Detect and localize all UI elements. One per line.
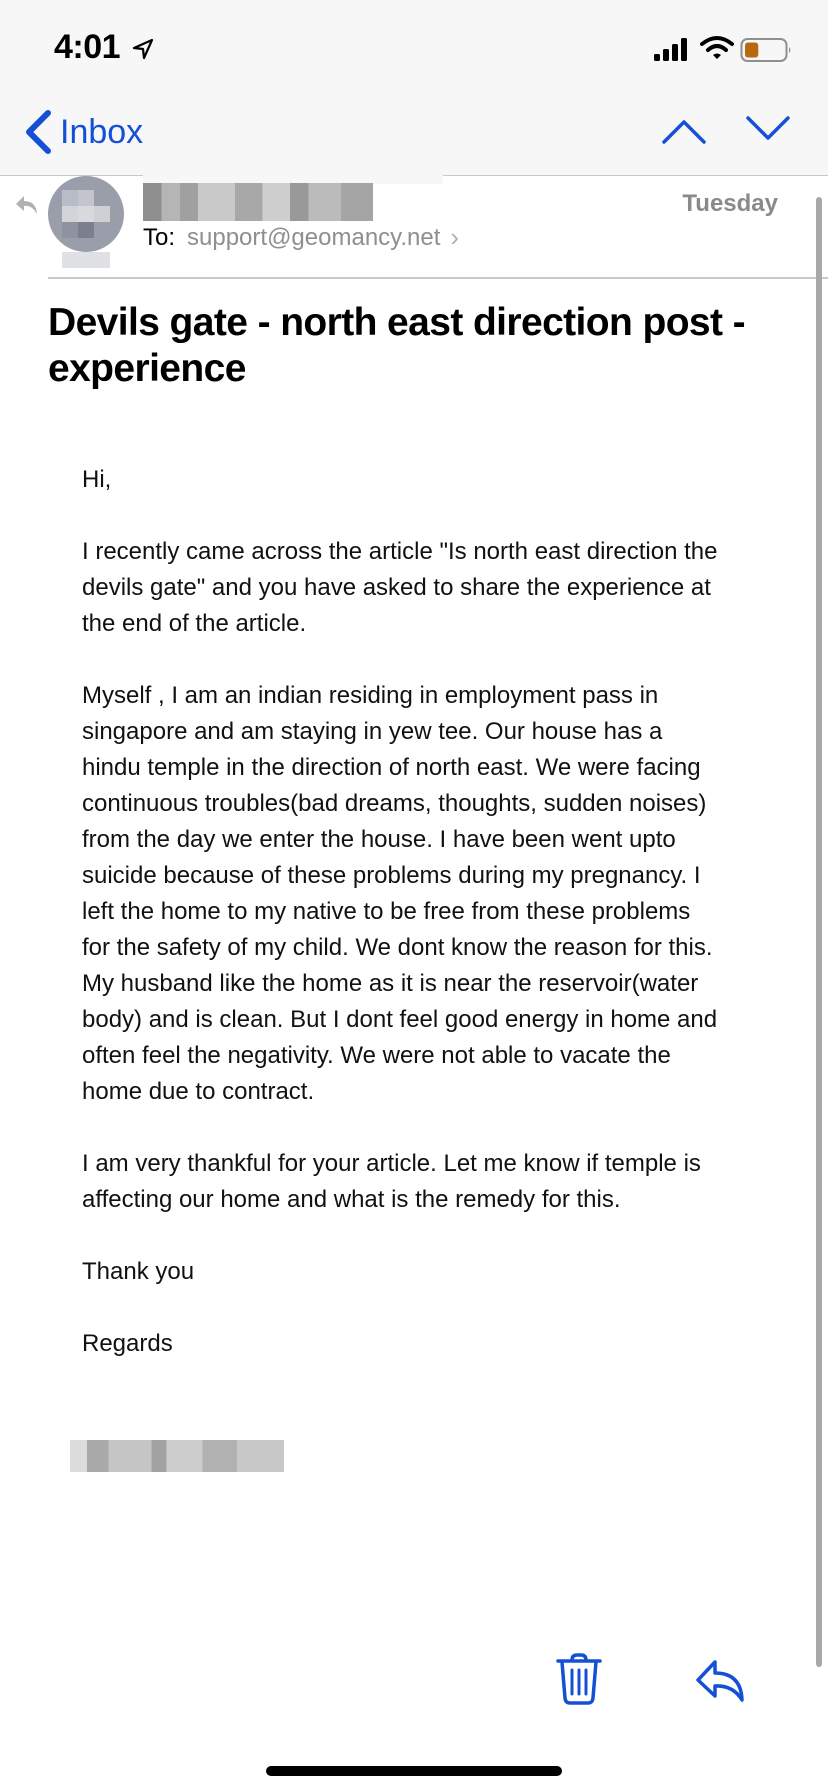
message-date: Tuesday [682, 190, 778, 217]
chevron-left-icon [22, 109, 54, 155]
location-arrow-icon [132, 38, 154, 60]
next-message-button[interactable] [744, 112, 792, 148]
sender-name-redacted[interactable] [143, 183, 373, 221]
recipient-row[interactable] [143, 222, 459, 253]
sign-off: Regards [82, 1330, 173, 1357]
body-paragraph: I am very thankful for your article. Let me know if temple is affecting our home and what is the remedy for this. [82, 1150, 701, 1213]
trash-icon[interactable] [556, 1652, 602, 1706]
top-bar [0, 0, 828, 176]
sender-avatar[interactable] [48, 176, 124, 252]
back-label: Inbox [60, 112, 144, 151]
message-subject: Devils gate - north east direction post - experience [48, 301, 746, 390]
chevron-right-icon: › [450, 222, 460, 252]
recipient-address[interactable]: support@geomancy.net [187, 223, 441, 251]
header-divider [48, 277, 828, 279]
sender-redaction-top [143, 168, 443, 184]
greeting: Hi, [82, 466, 112, 493]
battery-icon [740, 37, 792, 63]
status-time: 4:01 [54, 28, 121, 66]
home-indicator[interactable] [266, 1766, 562, 1776]
to-label: To: [143, 223, 176, 251]
closing: Thank you [82, 1258, 195, 1285]
reply-icon[interactable] [695, 1658, 747, 1704]
message-body [82, 462, 722, 1362]
signature-redacted [70, 1440, 284, 1472]
previous-message-button[interactable] [660, 112, 708, 148]
body-paragraph: Myself , I am an indian residing in employment pass in singapore and am staying in yew tee. Our house has a hindu temple in the direction of north east. We were facing continuous troubles(bad dreams, thoughts, sudden noises) from the day we enter the house. I have been went upto suicide because of these problems during my pregnancy. I left the home to my native to be free from these problems for the safety of my child. We dont know the reason for this. My husband like the home as it is near the reservoir(water body) and is clean. But I dont feel good energy in home and often feel the negativity. We were not able to vacate the home due to contract. [82, 682, 718, 1105]
wifi-icon [700, 35, 734, 61]
cellular-signal-icon [652, 36, 692, 62]
avatar-redaction [62, 252, 110, 268]
scrollbar[interactable] [816, 197, 822, 1667]
back-to-inbox-button[interactable] [22, 106, 143, 158]
body-paragraph: I recently came across the article "Is north east direction the devils gate" and you have asked to share the experience at the end of the article. [82, 538, 718, 637]
replied-arrow-icon [14, 194, 40, 216]
